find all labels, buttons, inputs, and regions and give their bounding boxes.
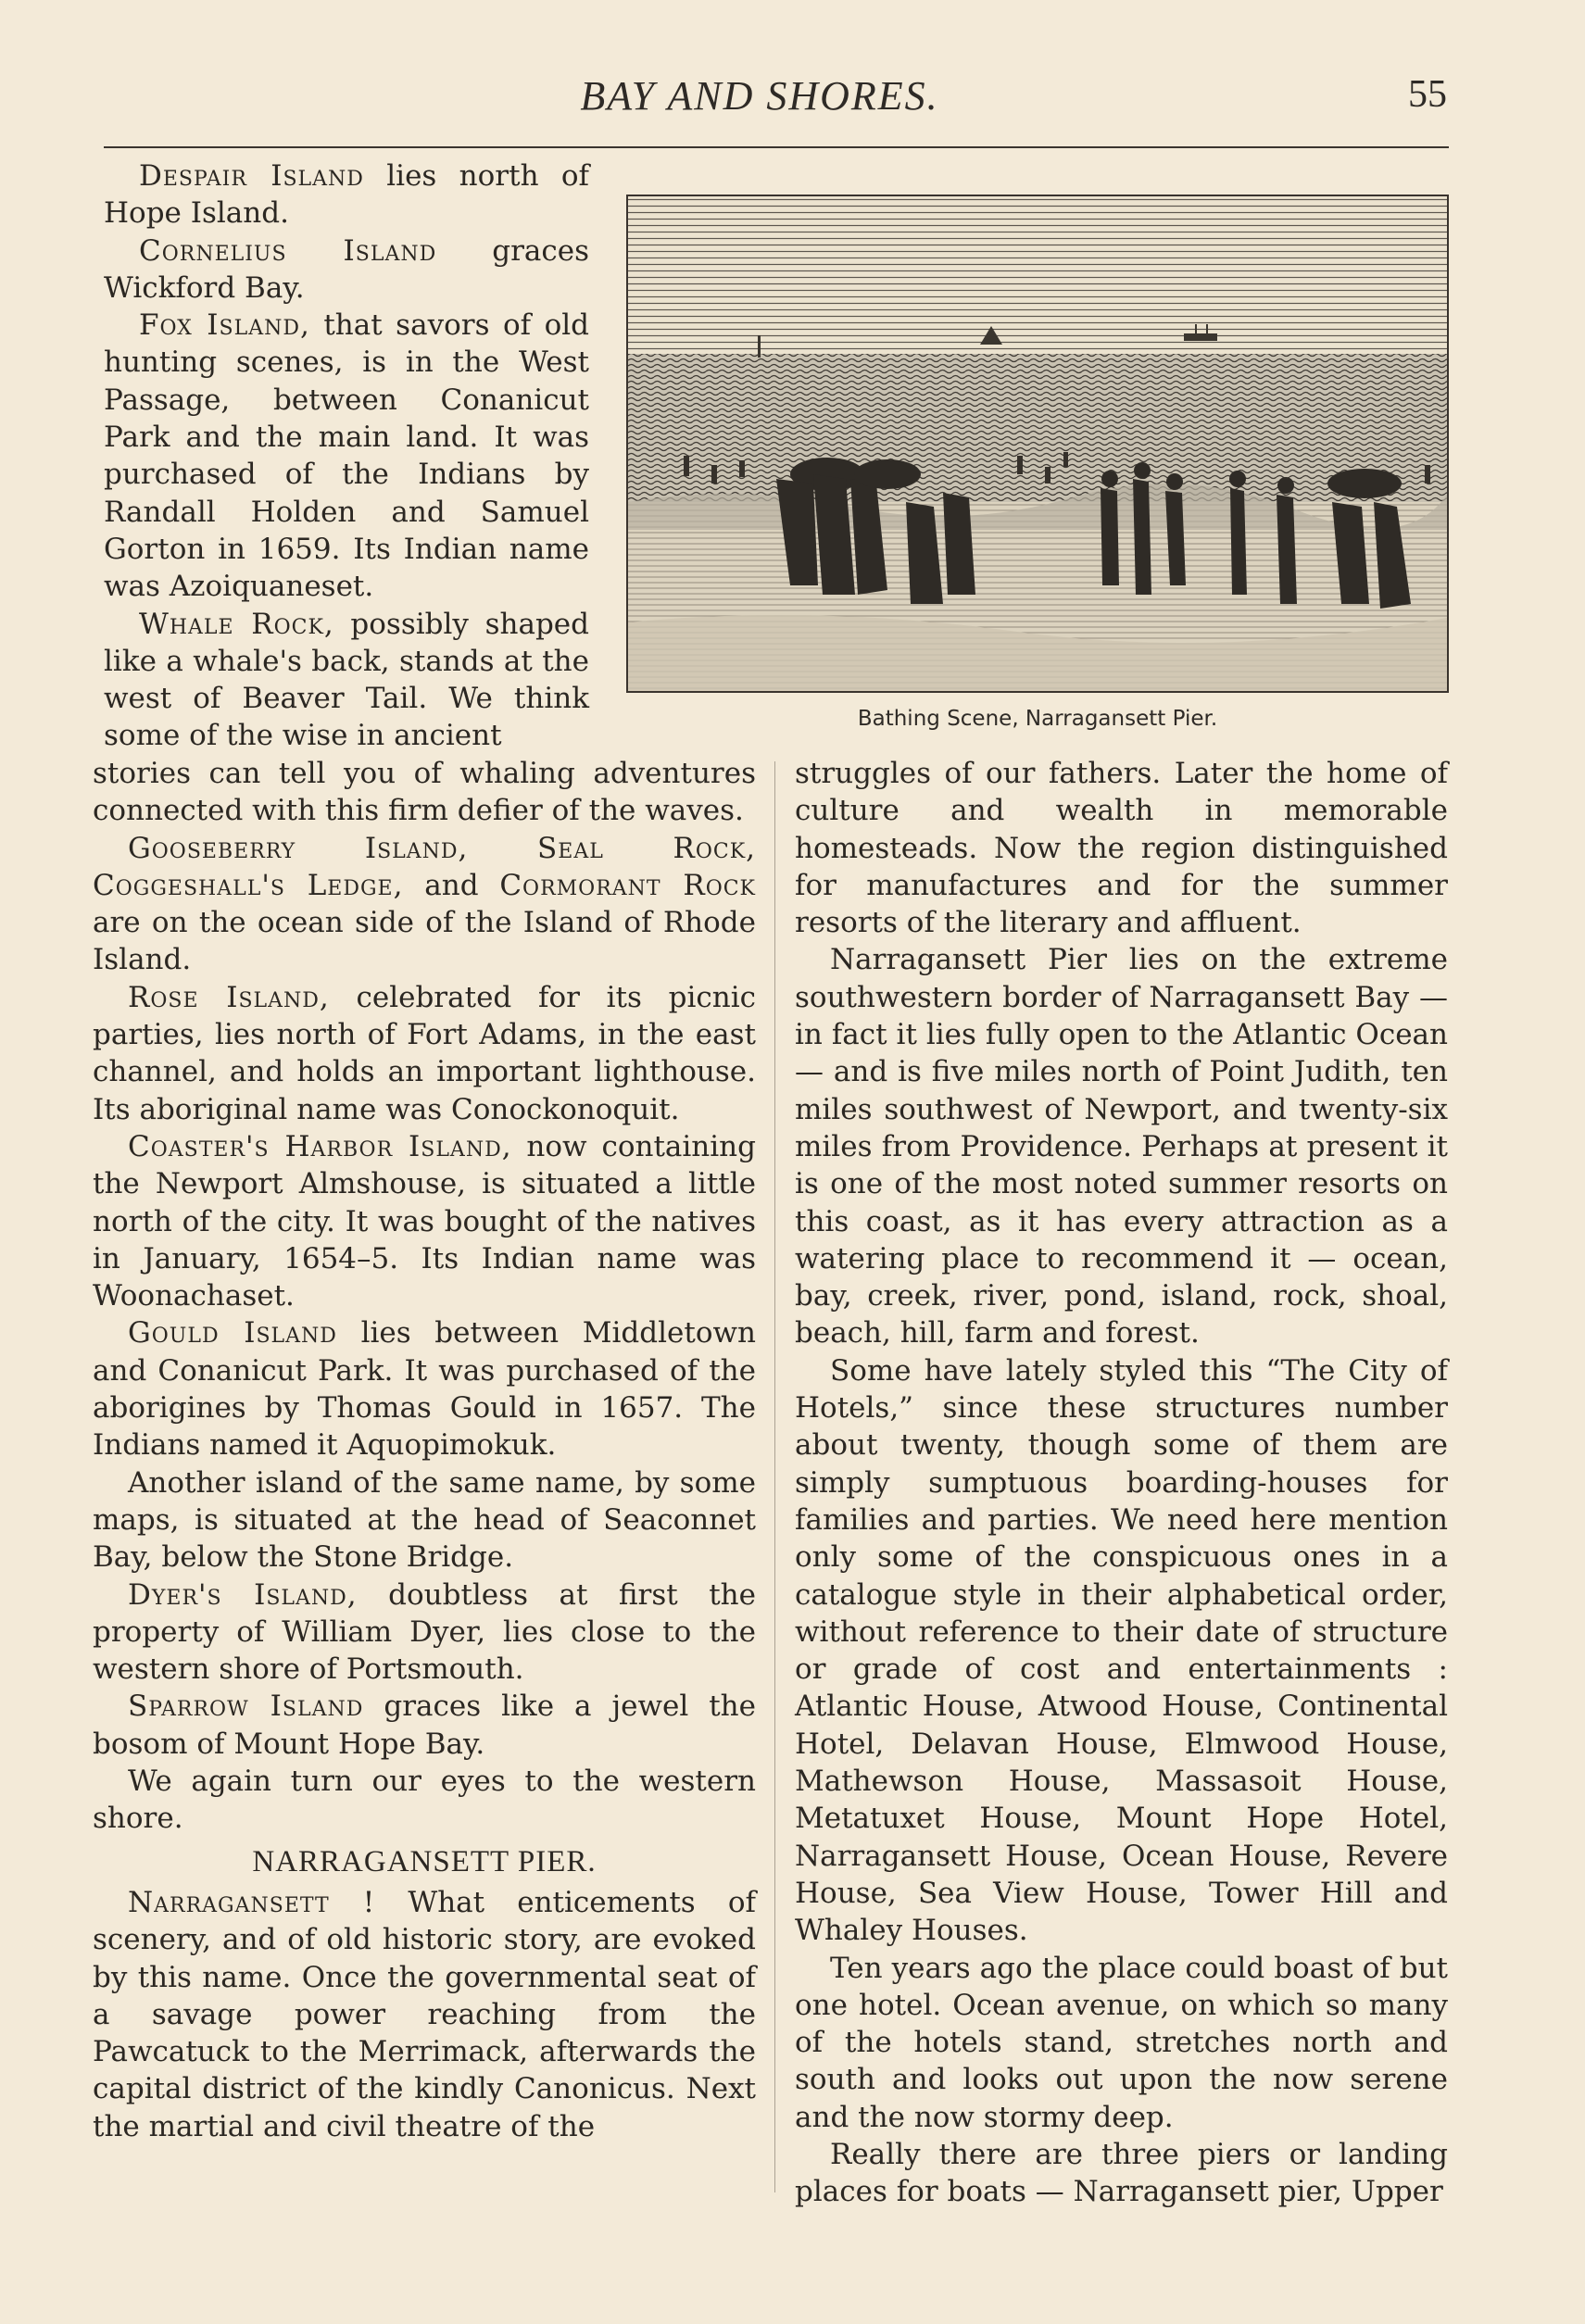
entry-head: Whale Rock, xyxy=(139,607,334,641)
paragraph-three-piers: Really there are three piers or landing places for boats — Narragansett pier, Upper xyxy=(795,2137,1448,2209)
running-title: BAY AND SHORES. xyxy=(580,73,939,119)
paragraph-whale-rock-cont: stories can tell you of whaling adventures connected with this firm defier of the waves. xyxy=(93,757,756,828)
entry-head: Gooseberry Island, Seal Rock, Coggeshall's Ledge, xyxy=(93,831,756,902)
paragraph-city-of-hotels: Some have lately styled this “The City of Hotels,” since these structures number about twenty, though some of them are simply sumptuous boarding-houses for families and parties. We need here mention only some of the conspicuous ones in a catalogue style in their alphabetical order, without reference to their date of structure or grade of cost and entertainments : Atlantic House, Atwood House, Continental Hotel, Delavan House, Elmwood House, Mathewson House, Massasoit House, Metatuxet House, Mount Hope Hotel, Narragansett House, Ocean House, Revere House, Sea View House, Tower Hill and Whaley Houses. xyxy=(795,1353,1448,1948)
entry-head: Cornelius Island xyxy=(139,233,437,268)
paragraph-western-shore: We again turn our eyes to the western shore. xyxy=(93,1765,756,1836)
paragraph-pier-location: Narragansett Pier lies on the extreme southwestern border of Narragansett Bay — in fact it lies fully open to the Atlantic Ocean — and is five miles north of Point Judith, ten miles southwest of Newport, and twenty-six miles from Providence. Perhaps at present it is one of the most noted summer resorts on this coast, as it has every attraction as a watering place to recommend it — ocean, bay, creek, river, pond, island, rock, shoal, beach, hill, farm and forest. xyxy=(795,943,1448,1350)
entry-head: Sparrow Island xyxy=(128,1690,364,1724)
entry-text: What enticements of scenery, and of old historic story, are evoked by this name. Once the governmental seat of a savage power reaching from the Pawcatuck to the Merrimack, afterwards the capital district of the kindly Canonicus. Next the martial and civil theatre of the xyxy=(93,1885,756,2143)
paragraph-sparrow-island xyxy=(93,1688,756,1763)
paragraph-struggles: struggles of our fathers. Later the home of culture and wealth in memorable homesteads. Now the region distinguished for manufactures and for the summer resorts of the literary and affluent. xyxy=(795,757,1448,940)
running-head xyxy=(0,72,1585,128)
entry-text: doubtless at first the property of William Dyer, lies close to the western shore of Portsmouth. xyxy=(93,1577,756,1687)
section-heading: NARRAGANSETT PIER. xyxy=(252,1844,597,1878)
paragraph-fox-island xyxy=(104,307,589,605)
entry-text: lies between Middletown and Conanicut Park. It was purchased of the aborigines by Thomas Gould in 1657. The Indians named it Aquopimokuk. xyxy=(93,1316,756,1463)
entry-text: and xyxy=(403,868,500,902)
left-column xyxy=(93,755,756,2145)
entry-head: Gould Island xyxy=(128,1316,337,1350)
entry-text: lies north of Hope Island. xyxy=(104,159,589,231)
entry-text: now containing the Newport Almshouse, is situated a little north of the city. It was bought of the natives in January, 1654–5. Its Indian name was Woonachaset. xyxy=(93,1129,756,1313)
entry-head: Despair Island xyxy=(139,159,364,193)
paragraph-gooseberry-island xyxy=(93,830,756,979)
paragraph-narragansett xyxy=(93,1884,756,2145)
header-rule xyxy=(104,146,1449,148)
entry-head: Narragansett ! xyxy=(128,1885,376,1919)
entry-text: graces like a jewel the bosom of Mount Hope Bay. xyxy=(93,1690,756,1761)
page-number: 55 xyxy=(1408,73,1447,116)
entry-text: graces Wickford Bay. xyxy=(104,233,589,305)
entry-text: that savors of old hunting scenes, is in the West Passage, between Conanicut Park and the main land. It was purchased of the Indians by Randall Holden and Samuel Gorton in 1659. Its Indian name was Azoiquaneset. xyxy=(104,308,589,604)
left-column-upper xyxy=(104,157,589,755)
paragraph-despair-island xyxy=(104,157,589,232)
entry-head: Cormorant Rock xyxy=(499,868,756,902)
entry-head: Fox Island, xyxy=(139,308,310,343)
paragraph-another-island: Another island of the same name, by some maps, is situated at the head of Seaconnet Bay, below the Stone Bridge. xyxy=(93,1465,756,1575)
paragraph-dyers-island xyxy=(93,1577,756,1689)
entry-head: Dyer's Island, xyxy=(128,1577,358,1612)
entry-text: are on the ocean side of the Island of Rhode Island. xyxy=(93,906,756,977)
engraving-illustration xyxy=(628,196,1447,691)
paragraph-ten-years-ago: Ten years ago the place could boast of but one hotel. Ocean avenue, on which so many of the hotels stand, stretches north and south and looks out upon the now serene and the now stormy deep. xyxy=(795,1951,1448,2134)
paragraph-rose-island xyxy=(93,979,756,1128)
entry-text: possibly shaped like a whale's back, stands at the west of Beaver Tail. We think some of the wise in ancient xyxy=(104,607,589,753)
entry-text: celebrated for its picnic parties, lies north of Fort Adams, in the east channel, and holds an important lighthouse. Its aboriginal name was Conockonoquit. xyxy=(93,980,756,1126)
figure-bathing-scene xyxy=(626,195,1449,693)
paragraph-cornelius-island xyxy=(104,232,589,308)
paragraph-gould-island xyxy=(93,1314,756,1463)
paragraph-coasters-harbor xyxy=(93,1128,756,1314)
paragraph-whale-rock xyxy=(104,606,589,755)
column-divider xyxy=(774,761,775,2192)
right-column xyxy=(795,755,1448,2211)
figure-caption: Bathing Scene, Narragansett Pier. xyxy=(857,707,1218,731)
entry-head: Coaster's Harbor Island, xyxy=(128,1129,512,1163)
engraving-image xyxy=(626,195,1449,693)
entry-head: Rose Island, xyxy=(128,980,330,1014)
